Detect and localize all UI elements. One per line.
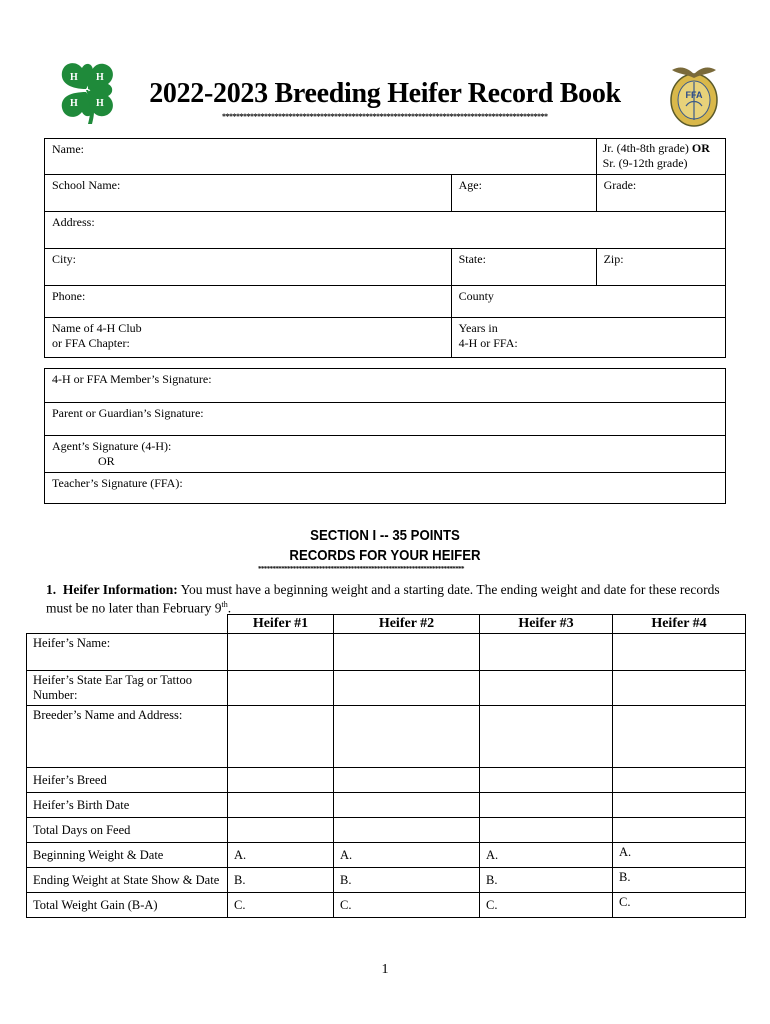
table-cell[interactable] <box>613 768 746 793</box>
table-cell[interactable] <box>228 768 334 793</box>
signatures-table <box>44 368 726 504</box>
heifer-2-header: Heifer #2 <box>334 615 480 634</box>
heifer-info-table <box>26 614 746 918</box>
total-gain-cell[interactable]: C. <box>228 893 334 918</box>
svg-text:H: H <box>96 72 104 83</box>
row-label-ear-tag: Heifer’s State Ear Tag or Tattoo Number: <box>27 671 228 706</box>
state-field[interactable]: State: <box>451 249 596 286</box>
heifer-info-instructions: 1. Heifer Information: You must have a beginning weight and a starting date. The ending weight and date for these records must be no later than February 9th. <box>46 582 720 616</box>
row-label-name: Heifer’s Name: <box>27 634 228 671</box>
total-gain-cell[interactable]: C. <box>480 893 613 918</box>
title-divider-stars: ********************************************************************************************* <box>222 112 548 121</box>
table-cell[interactable] <box>613 634 746 671</box>
table-cell[interactable] <box>334 634 480 671</box>
section-divider-stars: *********************************************************************** <box>258 565 464 573</box>
svg-text:H: H <box>70 72 78 83</box>
table-cell[interactable] <box>480 706 613 768</box>
section-subheading: RECORDS FOR YOUR HEIFER <box>289 547 481 564</box>
table-cell[interactable] <box>228 793 334 818</box>
page-title: 2022-2023 Breeding Heifer Record Book <box>149 78 621 109</box>
row-label-ending-weight: Ending Weight at State Show & Date <box>27 868 228 893</box>
table-cell[interactable] <box>334 793 480 818</box>
table-cell[interactable] <box>480 671 613 706</box>
name-field[interactable]: Name: <box>45 139 597 175</box>
teacher-signature-field[interactable]: Teacher’s Signature (FFA): <box>45 473 726 504</box>
city-field[interactable]: City: <box>45 249 452 286</box>
table-cell[interactable] <box>228 706 334 768</box>
beginning-weight-cell[interactable]: A. <box>228 843 334 868</box>
table-cell[interactable] <box>480 634 613 671</box>
ending-weight-cell[interactable]: B. <box>480 868 613 893</box>
table-cell[interactable] <box>334 818 480 843</box>
member-signature-field[interactable]: 4-H or FFA Member’s Signature: <box>45 369 726 403</box>
row-label-breed: Heifer’s Breed <box>27 768 228 793</box>
table-cell[interactable] <box>228 818 334 843</box>
total-gain-cell[interactable]: C. <box>613 893 746 918</box>
member-info-table <box>44 138 726 358</box>
table-cell[interactable] <box>480 818 613 843</box>
section-heading: SECTION I -- 35 POINTS <box>310 527 460 544</box>
table-cell[interactable] <box>480 793 613 818</box>
table-cell[interactable] <box>228 634 334 671</box>
ending-weight-cell[interactable]: B. <box>334 868 480 893</box>
row-label-days-on-feed: Total Days on Feed <box>27 818 228 843</box>
school-name-field[interactable]: School Name: <box>45 175 452 212</box>
beginning-weight-cell[interactable]: A. <box>613 843 746 868</box>
table-cell[interactable] <box>613 818 746 843</box>
table-cell[interactable] <box>480 768 613 793</box>
ffa-emblem-text: FFA <box>685 90 703 100</box>
grade-field[interactable]: Grade: <box>596 175 725 212</box>
row-label-beginning-weight: Beginning Weight & Date <box>27 843 228 868</box>
svg-text:H: H <box>70 98 78 109</box>
age-field[interactable]: Age: <box>451 175 596 212</box>
total-gain-cell[interactable]: C. <box>334 893 480 918</box>
table-cell[interactable] <box>613 706 746 768</box>
ending-weight-cell[interactable]: B. <box>613 868 746 893</box>
heifer-3-header: Heifer #3 <box>480 615 613 634</box>
heifer-4-header: Heifer #4 <box>613 615 746 634</box>
club-chapter-field[interactable]: Name of 4-H Club or FFA Chapter: <box>45 318 452 358</box>
heifer-1-header: Heifer #1 <box>228 615 334 634</box>
beginning-weight-cell[interactable]: A. <box>480 843 613 868</box>
zip-field[interactable]: Zip: <box>596 249 725 286</box>
page-number: 1 <box>381 962 389 977</box>
years-field[interactable]: Years in 4-H or FFA: <box>451 318 725 358</box>
phone-field[interactable]: Phone: <box>45 286 452 318</box>
table-cell[interactable] <box>613 793 746 818</box>
parent-signature-field[interactable]: Parent or Guardian’s Signature: <box>45 403 726 436</box>
beginning-weight-cell[interactable]: A. <box>334 843 480 868</box>
address-field[interactable]: Address: <box>45 212 726 249</box>
ending-weight-cell[interactable]: B. <box>228 868 334 893</box>
county-field[interactable]: County <box>451 286 725 318</box>
table-cell[interactable] <box>334 706 480 768</box>
row-label-breeder: Breeder’s Name and Address: <box>27 706 228 768</box>
division-field[interactable]: Jr. (4th-8th grade) OR Sr. (9-12th grade) <box>596 139 725 175</box>
svg-text:H: H <box>96 98 104 109</box>
agent-signature-field[interactable]: Agent’s Signature (4-H): OR <box>45 436 726 473</box>
row-label-birth-date: Heifer’s Birth Date <box>27 793 228 818</box>
signature-or-label: OR <box>98 454 115 468</box>
table-cell[interactable] <box>334 768 480 793</box>
table-cell[interactable] <box>613 671 746 706</box>
table-cell[interactable] <box>334 671 480 706</box>
table-cell[interactable] <box>228 671 334 706</box>
ffa-emblem-logo <box>668 60 720 128</box>
row-label-total-gain: Total Weight Gain (B-A) <box>27 893 228 918</box>
